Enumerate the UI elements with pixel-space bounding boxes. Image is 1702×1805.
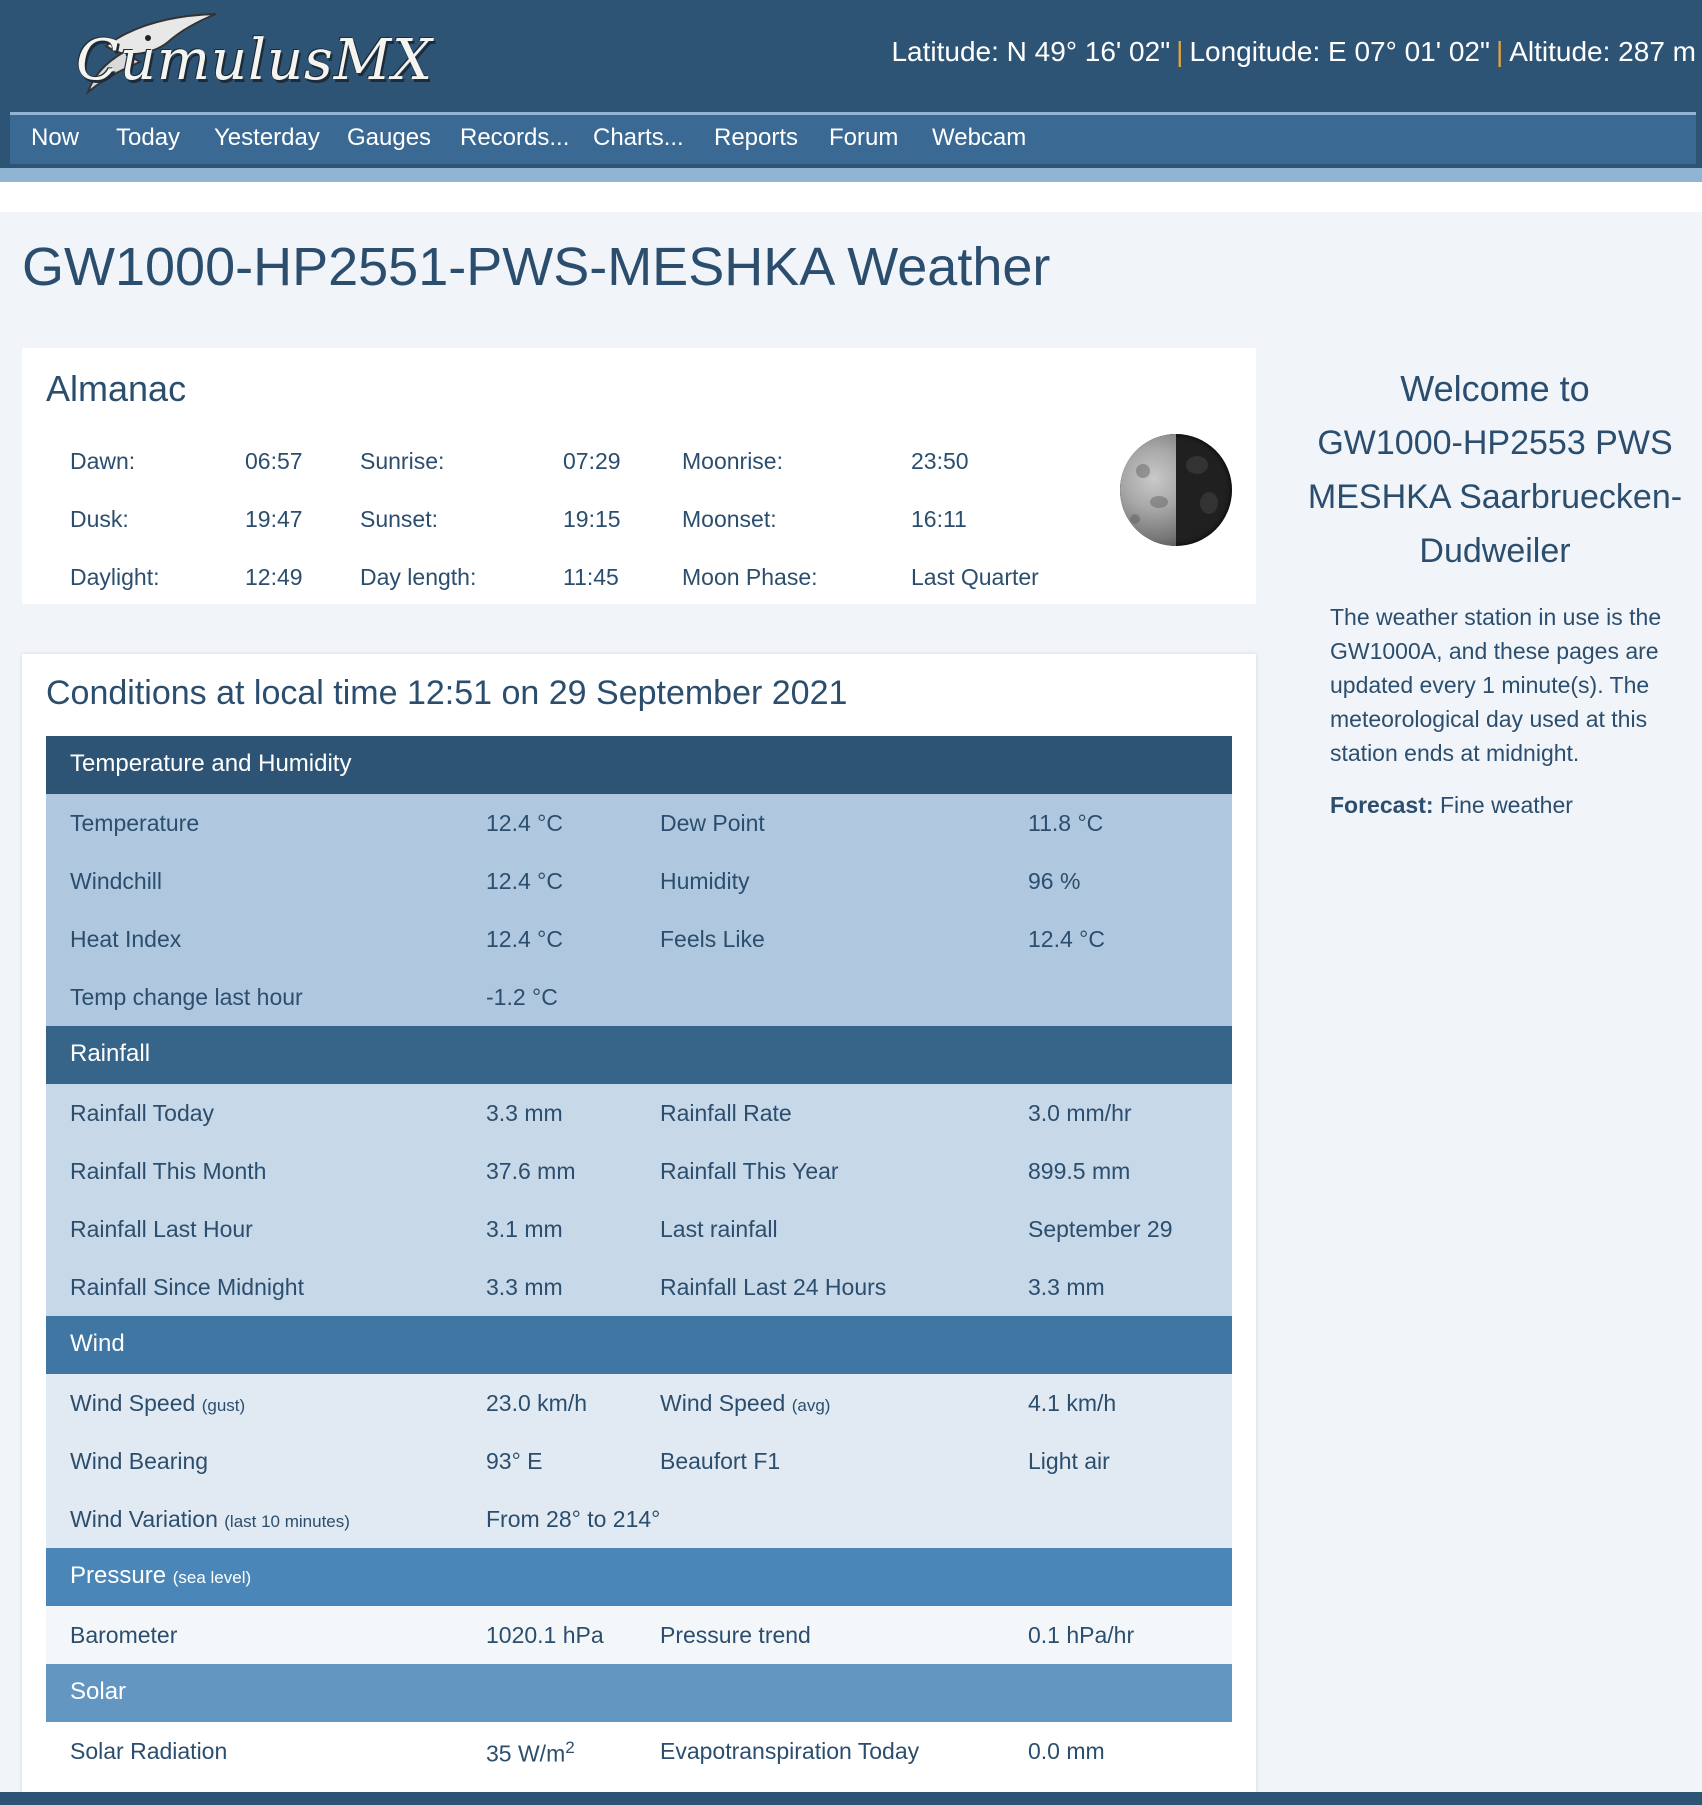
nav-webcam[interactable]: Webcam [932, 124, 1027, 151]
station-name-line2: MESHKA Saarbruecken- [1307, 478, 1683, 516]
evapotranspiration-label: Evapotranspiration Today [660, 1738, 920, 1764]
beaufort-value: Light air [1028, 1448, 1110, 1474]
feels-like-value: 12.4 °C [1028, 926, 1105, 952]
feels-like-label: Feels Like [660, 926, 765, 952]
wind-variation-label: Wind Variation (last 10 minutes) [70, 1506, 350, 1532]
rainfall-midnight-label: Rainfall Since Midnight [70, 1274, 304, 1300]
daylight-value: 12:49 [245, 564, 303, 590]
nav-now[interactable]: Now [31, 124, 80, 151]
station-description: The weather station in use is the GW1000A, and these pages are updated every 1 minute(s). The meteorological day used at this station ends at midnight. [1330, 604, 1662, 766]
humidity-label: Humidity [660, 868, 750, 894]
rainfall-today-value: 3.3 mm [486, 1100, 563, 1126]
dew-point-value: 11.8 °C [1028, 810, 1104, 836]
rainfall-year-value: 899.5 mm [1028, 1158, 1131, 1184]
humidity-value: 96 % [1028, 868, 1081, 894]
nav-gauges[interactable]: Gauges [347, 124, 432, 151]
wind-section [46, 1374, 1232, 1548]
temperature-value: 12.4 °C [486, 810, 563, 836]
sunset-value: 19:15 [563, 506, 621, 532]
rainfall-24h-value: 3.3 mm [1028, 1274, 1105, 1300]
wind-variation-value: From 28° to 214° [486, 1506, 661, 1532]
latitude: Latitude: N 49° 16' 02" [891, 36, 1171, 67]
dusk-label: Dusk: [70, 506, 129, 532]
logo-text: CumulusMX [76, 28, 434, 93]
nav-charts[interactable]: Charts... [593, 124, 684, 151]
dew-point-label: Dew Point [660, 810, 765, 836]
moon-phase-label: Moon Phase: [682, 564, 818, 590]
forecast [1330, 792, 1573, 819]
wind-gust-value: 23.0 km/h [486, 1390, 587, 1416]
heat-index-value: 12.4 °C [486, 926, 563, 952]
evapotranspiration-value: 0.0 mm [1028, 1738, 1105, 1764]
rainfall-section [46, 1084, 1232, 1316]
moonset-value: 16:11 [911, 506, 967, 532]
altitude: Altitude: 287 m [1509, 36, 1696, 67]
pressure-section-header: Pressure (sea level) [46, 1548, 1232, 1606]
dawn-label: Dawn: [70, 448, 136, 474]
rainfall-month-value: 37.6 mm [486, 1158, 576, 1184]
moonrise-value: 23:50 [911, 448, 969, 474]
temp-change-value: -1.2 °C [486, 984, 558, 1010]
wind-section-header: Wind [46, 1316, 1232, 1374]
temp-change-label: Temp change last hour [70, 984, 303, 1010]
rainfall-rate-label: Rainfall Rate [660, 1100, 792, 1126]
forecast-value: Fine weather [1439, 792, 1573, 818]
page-title: GW1000-HP2551-PWS-MESHKA Weather [22, 237, 1051, 297]
windchill-value: 12.4 °C [486, 868, 563, 894]
nav-records[interactable]: Records... [460, 124, 570, 151]
welcome-heading: Welcome to [1400, 368, 1590, 409]
sunrise-value: 07:29 [563, 448, 621, 474]
wind-bearing-value: 93° E [486, 1448, 543, 1474]
sunset-label: Sunset: [360, 506, 438, 532]
forecast-label: Forecast: [1330, 792, 1434, 818]
rainfall-rate-value: 3.0 mm/hr [1028, 1100, 1132, 1126]
site-logo[interactable] [36, 8, 434, 100]
dusk-value: 19:47 [245, 506, 303, 532]
last-rainfall-value: September 29 [1028, 1216, 1173, 1242]
almanac-card [22, 348, 1256, 604]
rainfall-24h-label: Rainfall Last 24 Hours [660, 1274, 887, 1300]
pressure-trend-label: Pressure trend [660, 1622, 811, 1648]
temperature-section-header: Temperature and Humidity [46, 736, 1232, 794]
pressure-trend-value: 0.1 hPa/hr [1028, 1622, 1135, 1648]
day-length-label: Day length: [360, 564, 477, 590]
barometer-value: 1020.1 hPa [486, 1622, 604, 1648]
conditions-title: Conditions at local time 12:51 on 29 September 2021 [46, 674, 848, 712]
solar-radiation-value: 35 $W/m^2$ [486, 1738, 575, 1767]
daylight-label: Daylight: [70, 564, 160, 590]
wind-avg-value: 4.1 km/h [1028, 1390, 1117, 1416]
station-name-line3: Dudweiler [1419, 532, 1571, 570]
temperature-section [46, 794, 1232, 1026]
solar-section [46, 1722, 1232, 1780]
heat-index-label: Heat Index [70, 926, 182, 952]
moonrise-label: Moonrise: [682, 448, 783, 474]
rainfall-month-label: Rainfall This Month [70, 1158, 267, 1184]
last-rainfall-label: Last rainfall [660, 1216, 778, 1242]
wind-gust-label: Wind Speed (gust) [70, 1390, 246, 1416]
moonset-label: Moonset: [682, 506, 777, 532]
nav-today[interactable]: Today [116, 124, 181, 151]
main-nav [10, 112, 1696, 164]
rainfall-year-label: Rainfall This Year [660, 1158, 839, 1184]
barometer-label: Barometer [70, 1622, 178, 1648]
day-length-value: 11:45 [563, 564, 619, 590]
longitude: Longitude: E 07° 01' 02" [1189, 36, 1490, 67]
station-location: Latitude: N 49° 16' 02" | Longitude: E 07° 01' 02" | Altitude: 287 m [891, 36, 1696, 67]
beaufort-label: Beaufort F1 [660, 1448, 781, 1474]
temperature-label: Temperature [70, 810, 200, 836]
rainfall-today-label: Rainfall Today [70, 1100, 215, 1126]
moon-phase-icon [1120, 434, 1232, 546]
dawn-value: 06:57 [245, 448, 303, 474]
nav-reports[interactable]: Reports [714, 124, 799, 151]
solar-section-header: Solar [46, 1664, 1232, 1722]
nav-forum[interactable]: Forum [829, 124, 899, 151]
rainfall-hour-label: Rainfall Last Hour [70, 1216, 253, 1242]
nav-stripe [0, 168, 1702, 182]
rainfall-midnight-value: 3.3 mm [486, 1274, 563, 1300]
wind-bearing-label: Wind Bearing [70, 1448, 209, 1474]
station-name-line1: GW1000-HP2553 PWS [1317, 424, 1673, 462]
windchill-label: Windchill [70, 868, 163, 894]
pressure-section [46, 1606, 1232, 1664]
solar-radiation-label: Solar Radiation [70, 1738, 228, 1764]
footer-bar [0, 1792, 1702, 1805]
almanac-title: Almanac [46, 368, 187, 409]
rainfall-hour-value: 3.1 mm [486, 1216, 563, 1242]
wind-avg-label: Wind Speed (avg) [660, 1390, 831, 1416]
rainfall-section-header: Rainfall [46, 1026, 1232, 1084]
nav-yesterday[interactable]: Yesterday [214, 124, 320, 151]
sunrise-label: Sunrise: [360, 448, 445, 474]
moon-phase-value: Last Quarter [911, 564, 1039, 590]
